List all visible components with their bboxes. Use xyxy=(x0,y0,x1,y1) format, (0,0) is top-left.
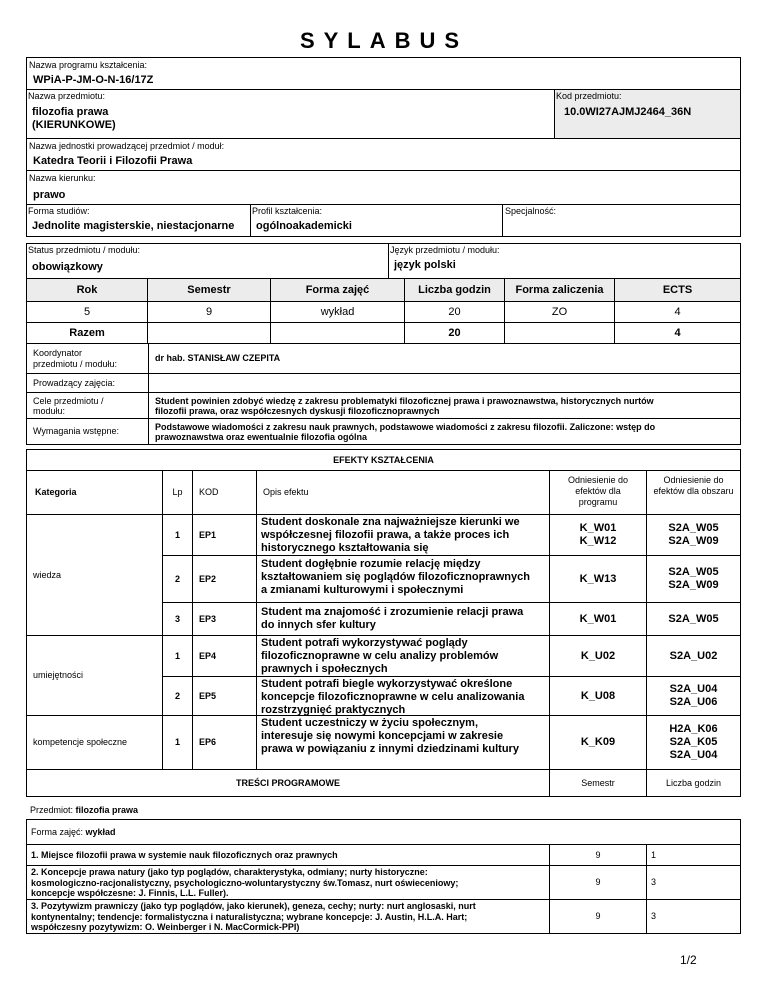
subject-value-1: filozofia prawa xyxy=(32,106,109,118)
teachers-value xyxy=(148,373,741,393)
effect-ref-area xyxy=(646,676,741,716)
ref-code: S2A_U06 xyxy=(669,696,718,708)
content-item-semester: 9 xyxy=(549,865,647,900)
effects-header-opis: Opis efektu xyxy=(256,470,550,515)
ref-code: K_U08 xyxy=(580,689,616,702)
hours-header-rok: Rok xyxy=(26,278,148,302)
goals-label-box xyxy=(26,392,149,419)
ref-code: S2A_U02 xyxy=(669,649,718,662)
ref-code: S2A_U04 xyxy=(669,749,718,761)
ref-prog-line-3: programu xyxy=(578,497,618,507)
requirements-label: Wymagania wstępne: xyxy=(26,418,149,445)
effect-ref-area xyxy=(646,715,741,770)
direction-value: prawo xyxy=(33,189,66,201)
coordinator-label-box xyxy=(26,343,149,374)
effect-line: Student ma znajomość i zrozumienie relacji prawa xyxy=(261,606,524,618)
goals-line-1: Student powinien zdobyć wiedzę z zakresu problematyki filozoficznej prawa i prawoznawstwa, historycznych nurtów xyxy=(155,396,654,406)
effect-ref-area xyxy=(646,602,741,636)
effect-ref-program xyxy=(549,555,647,603)
ref-area-line-2: efektów dla obszaru xyxy=(653,486,734,496)
hours-header-forma: Forma zajęć xyxy=(270,278,405,302)
effect-line: Student uczestniczy w życiu społecznym, xyxy=(261,717,478,729)
content-item-line: 2. Koncepcje prawa natury (jako typ poglądów, charakterystyka, odmiany; nurty historyczne: xyxy=(31,867,428,877)
profile-value: ogólnoakademicki xyxy=(256,220,352,232)
effect-lp: 3 xyxy=(162,602,193,636)
effect-line: prawa w powiązaniu z innymi dziedzinami kultury xyxy=(261,743,519,755)
direction-box xyxy=(26,170,741,205)
effect-kod: EP4 xyxy=(192,635,257,677)
content-item-line: 3. Pozytywizm prawniczy (jako typ poglądów, jako kierunek), geneza, cechy; nurty: nurt anglosaski, nurt xyxy=(31,901,476,911)
unit-value: Katedra Teorii i Filozofii Prawa xyxy=(33,155,193,167)
effect-description xyxy=(256,602,550,636)
hours-cell-zaliczenie: ZO xyxy=(504,301,615,323)
hours-header-liczba: Liczba godzin xyxy=(404,278,505,302)
effect-ref-program xyxy=(549,676,647,716)
specialty-label: Specjalność: xyxy=(505,206,557,216)
effects-header-kod: KOD xyxy=(192,470,257,515)
effect-line: a zmianami kulturowymi i społecznymi xyxy=(261,584,464,596)
program-content-title: TREŚCI PROGRAMOWE xyxy=(26,769,550,797)
content-item xyxy=(26,899,550,934)
hours-total-ects: 4 xyxy=(614,322,741,344)
content-item-semester: 9 xyxy=(549,844,647,866)
program-content-hours-header: Liczba godzin xyxy=(646,769,741,797)
effect-line: Student dogłębnie rozumie relację między xyxy=(261,558,481,570)
effect-kod: EP2 xyxy=(192,555,257,603)
effects-header-ref-area xyxy=(646,470,741,515)
effect-line: historycznego kształtowania się xyxy=(261,542,429,554)
effect-kod: EP1 xyxy=(192,514,257,556)
program-box xyxy=(26,57,741,90)
goals-line-2: filozofii prawa, oraz współczesnych dyskusji filozoficznoprawnych xyxy=(155,406,440,416)
subject-label: Nazwa przedmiotu: xyxy=(28,91,106,101)
coordinator-value: dr hab. STANISŁAW CZEPITA xyxy=(148,343,741,374)
hours-total-label: Razem xyxy=(26,322,148,344)
effect-ref-program xyxy=(549,514,647,556)
effect-line: rozstrzygnięć praktycznych xyxy=(261,704,406,716)
ref-code: K_W01 xyxy=(579,612,617,625)
category-kompetencje: kompetencje społeczne xyxy=(26,715,163,770)
language-value: język polski xyxy=(394,259,456,271)
program-content-semester-header: Semestr xyxy=(549,769,647,797)
content-item xyxy=(26,844,550,866)
effect-line: koncepcje filozoficznoprawne w celu analizowania xyxy=(261,691,525,703)
language-label: Język przedmiotu / modułu: xyxy=(390,245,500,255)
hours-header-ects: ECTS xyxy=(614,278,741,302)
hours-header-semestr: Semestr xyxy=(147,278,271,302)
requirements-line-2: prawoznawstwa oraz ewentualnie filozofia ogólna xyxy=(155,432,368,442)
effect-line: współczesnej filozofii prawa, a także proces ich xyxy=(261,529,510,541)
effect-lp: 2 xyxy=(162,676,193,716)
code-value: 10.0WI27AJMJ2464_36N xyxy=(564,106,692,118)
effect-description xyxy=(256,635,550,677)
effect-ref-area xyxy=(646,555,741,603)
effect-kod: EP5 xyxy=(192,676,257,716)
content-item-line: 1. Miejsce filozofii prawa w systemie nauk filozoficznych oraz prawnych xyxy=(31,850,338,860)
goals-label-1: Cele przedmiotu / xyxy=(33,396,104,406)
coordinator-label-1: Koordynator xyxy=(33,348,83,358)
category-wiedza: wiedza xyxy=(26,514,163,636)
unit-box xyxy=(26,138,741,171)
ref-code: K_W12 xyxy=(579,535,617,547)
effect-kod: EP6 xyxy=(192,715,257,770)
effect-ref-area xyxy=(646,514,741,556)
ref-code: K_W01 xyxy=(579,522,617,534)
ref-code: S2A_W09 xyxy=(668,579,719,591)
content-item-line: kontynentalny; tendencje: formalistyczna i naturalistyczna; wybrane koncepcje: J. Austin, H.L.A. Hart; xyxy=(31,911,468,922)
effect-kod: EP3 xyxy=(192,602,257,636)
effects-header-ref-program xyxy=(549,470,647,515)
ref-prog-line-1: Odniesienie do xyxy=(567,475,629,485)
study-form-label: Forma studiów: xyxy=(28,206,90,216)
ref-code: S2A_W09 xyxy=(668,535,719,547)
profile-label: Profil kształcenia: xyxy=(252,206,323,216)
hours-cell-rok: 5 xyxy=(26,301,148,323)
hours-cell-forma: wykład xyxy=(270,301,405,323)
page-title: SYLABUS xyxy=(299,28,469,53)
content-item-semester: 9 xyxy=(549,899,647,934)
content-form-label: Forma zajęć: xyxy=(31,826,84,837)
ref-code: S2A_U04 xyxy=(669,683,718,695)
content-item xyxy=(26,865,550,900)
content-subject-label: Przedmiot: xyxy=(30,804,74,815)
ref-code: K_W13 xyxy=(579,572,617,585)
hours-cell-liczba: 20 xyxy=(404,301,505,323)
effect-description xyxy=(256,514,550,556)
effect-line: filozoficznoprawne w celu analizy problemów xyxy=(261,650,499,662)
effect-lp: 2 xyxy=(162,555,193,603)
subject-value-2: (KIERUNKOWE) xyxy=(32,119,116,131)
effect-ref-program xyxy=(549,602,647,636)
unit-label: Nazwa jednostki prowadzącej przedmiot / moduł: xyxy=(29,141,225,151)
hours-cell-ects: 4 xyxy=(614,301,741,323)
effect-lp: 1 xyxy=(162,715,193,770)
ref-code: K_U02 xyxy=(580,649,616,662)
study-form-value: Jednolite magisterskie, niestacjonarne xyxy=(32,220,235,232)
hours-total-hours: 20 xyxy=(404,322,505,344)
content-item-line: współczesny pozytywizm: O. Weinberger i N. MacCormick-PPI) xyxy=(31,922,300,932)
content-item-hours: 3 xyxy=(646,899,741,934)
effects-title: EFEKTY KSZTAŁCENIA xyxy=(26,449,741,471)
page-number: 1/2 xyxy=(680,953,697,967)
effect-ref-area xyxy=(646,635,741,677)
content-item-hours: 1 xyxy=(646,844,741,866)
status-label: Status przedmiotu / modułu: xyxy=(28,245,141,255)
effect-lp: 1 xyxy=(162,514,193,556)
ref-code: H2A_K06 xyxy=(669,723,718,735)
hours-cell-semestr: 9 xyxy=(147,301,271,323)
program-label: Nazwa programu kształcenia: xyxy=(29,60,148,70)
status-value: obowiązkowy xyxy=(32,261,103,273)
direction-label: Nazwa kierunku: xyxy=(29,173,96,183)
ref-code: S2A_K05 xyxy=(669,736,718,748)
hours-header-zaliczenie: Forma zaliczenia xyxy=(504,278,615,302)
requirements-line-1: Podstawowe wiadomości z zakresu nauk prawnych, podstawowe wiadomości z zakresu filozofii. Zaliczone: wstęp do xyxy=(155,422,656,432)
content-item-line: koncepcje współczesne: J. Finnis, L.L. Fuller). xyxy=(31,888,229,898)
coordinator-label-2: przedmiotu / modułu: xyxy=(33,359,118,369)
requirements-value-box xyxy=(148,418,741,445)
code-label: Kod przedmiotu: xyxy=(556,91,622,101)
effect-lp: 1 xyxy=(162,635,193,677)
effect-line: kształtowaniem się poglądów filozoficznoprawnych xyxy=(261,571,530,583)
content-subject xyxy=(30,800,138,820)
effect-line: Student potrafi wykorzystywać poglądy xyxy=(261,637,468,649)
ref-prog-line-2: efektów dla xyxy=(575,486,621,496)
category-umiejetnosci: umiejętności xyxy=(26,635,163,716)
content-item-line: kosmologiczno-racjonalistyczny, psychologiczno-woluntarystyczny św.Tomasz, nurt oświeceniowy; xyxy=(31,877,459,888)
effect-line: prawnych i społecznych xyxy=(261,663,388,675)
ref-code: S2A_W05 xyxy=(668,566,719,578)
ref-code: K_K09 xyxy=(580,736,616,748)
effects-header-lp: Lp xyxy=(162,470,193,515)
goals-label-2: modułu: xyxy=(33,406,66,416)
content-form-value: wykład xyxy=(85,826,116,837)
effect-line: Student doskonale zna najważniejsze kierunki we xyxy=(261,516,520,528)
teachers-label: Prowadzący zajęcia: xyxy=(26,373,149,393)
effect-description xyxy=(256,676,550,716)
effect-line: Student potrafi biegle wykorzystywać określone xyxy=(261,678,513,690)
program-value: WPiA-P-JM-O-N-16/17Z xyxy=(33,74,154,86)
effect-description xyxy=(256,555,550,603)
content-subject-value: filozofia prawa xyxy=(75,804,139,815)
ref-code: S2A_W05 xyxy=(668,522,719,534)
effect-line: interesuje się nowymi koncepcjami w zakresie xyxy=(261,730,504,742)
effect-description xyxy=(256,715,550,770)
effect-ref-program xyxy=(549,715,647,770)
content-item-hours: 3 xyxy=(646,865,741,900)
effects-header-category: Kategoria xyxy=(26,470,163,515)
effect-ref-program xyxy=(549,635,647,677)
ref-area-line-1: Odniesienie do xyxy=(663,475,724,485)
content-form-box xyxy=(26,819,741,845)
effect-line: do innych sfer kultury xyxy=(261,619,376,631)
ref-code: S2A_W05 xyxy=(668,612,719,625)
goals-value-box xyxy=(148,392,741,419)
